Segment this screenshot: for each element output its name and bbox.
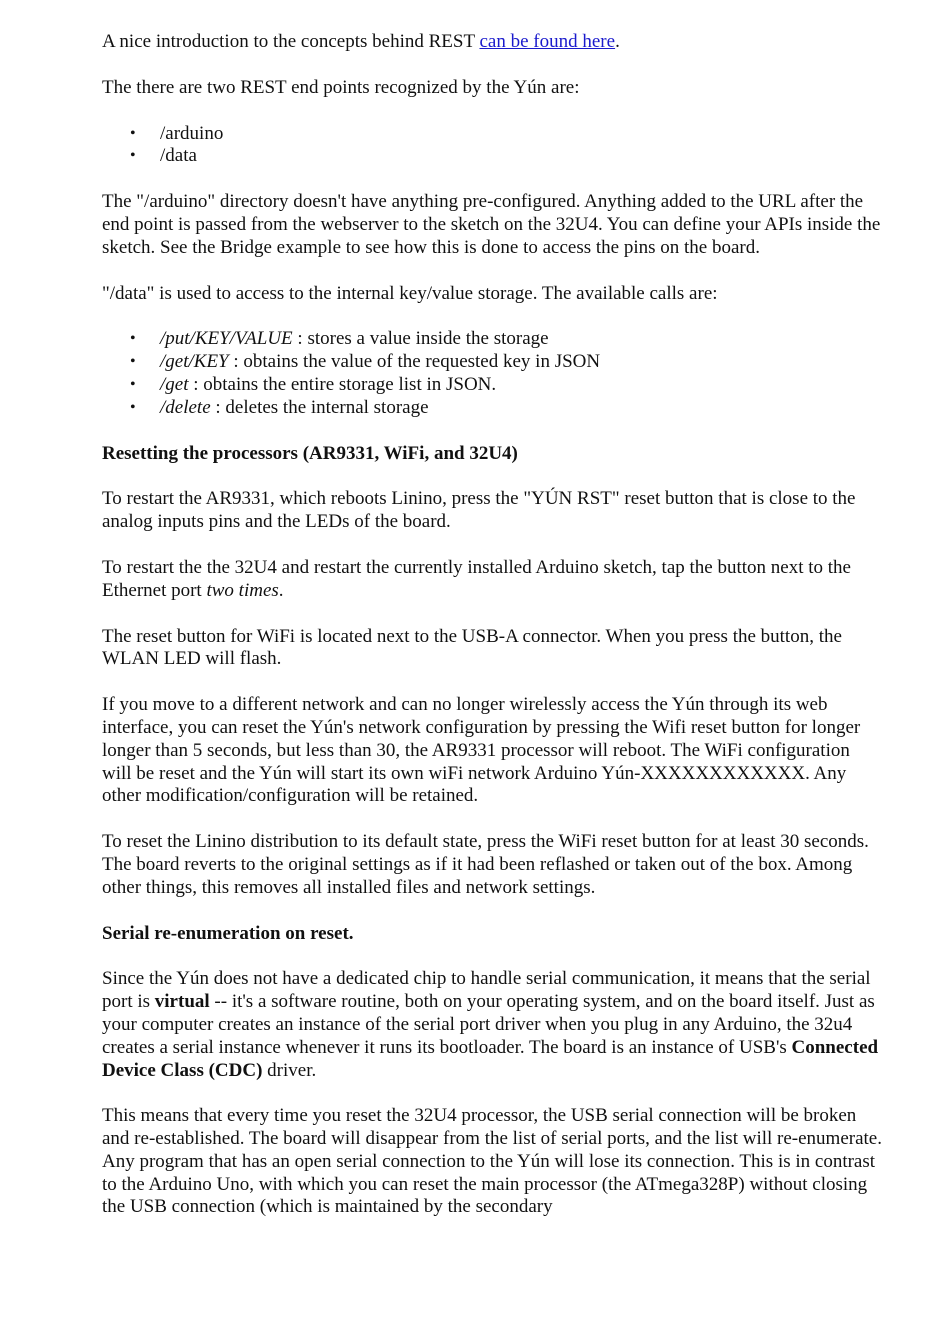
list-item: • /data: [160, 145, 882, 168]
call-path: /put/KEY/VALUE: [160, 328, 293, 350]
list-item: • /get : obtains the entire storage list in JSON.: [160, 374, 882, 397]
list-item: • /delete : deletes the internal storage: [160, 397, 882, 420]
arduino-dir-paragraph: The "/arduino" directory doesn't have anything pre-configured. Anything added to the URL after the end point is passed from the webserver to the sketch on the 32U4. You can define your APIs inside the sketch. See the Bridge example to see how this is done to access the pins on the board.: [102, 191, 881, 258]
reset-heading: Resetting the processors (AR9331, WiFi, and 32U4): [102, 442, 518, 464]
call-path: /delete: [160, 396, 211, 418]
reset-paragraph-3: The reset button for WiFi is located next to the USB-A connector. When you press the button, the WLAN LED will flash.: [102, 625, 842, 670]
endpoints-intro: The there are two REST end points recognized by the Yún are:: [102, 76, 580, 98]
serial-heading: Serial re-enumeration on reset.: [102, 922, 354, 944]
call-path: /get: [160, 373, 189, 395]
data-intro-paragraph: "/data" is used to access to the internal key/value storage. The available calls are:: [102, 282, 718, 304]
reset-paragraph-4: If you move to a different network and can no longer wirelessly access the Yún through its web interface, you can reset the Yún's network configuration by pressing the Wifi reset button for longer longer than 5 seconds, but less than 30, the AR9331 processor will reboot. The WiFi configuration will be reset and the Yún will start its own wiFi network Arduino Yún-XXXXXXXXXXXX. Any other modification/configuration will be retained.: [102, 694, 861, 807]
rest-intro-link[interactable]: can be found here: [479, 31, 616, 52]
reset-paragraph-1: To restart the AR9331, which reboots Linino, press the "YÚN RST" reset button that is close to the analog inputs pins and the LEDs of the board.: [102, 488, 856, 533]
intro-paragraph: A nice introduction to the concepts behind REST can be found here.: [102, 31, 620, 52]
endpoints-list: [102, 123, 882, 169]
calls-list: [102, 328, 882, 419]
list-item: • /arduino: [160, 123, 882, 146]
list-item: • /get/KEY : obtains the value of the requested key in JSON: [160, 351, 882, 374]
reset-paragraph-5: To reset the Linino distribution to its default state, press the WiFi reset button for at least 30 seconds. The board reverts to the original settings as if it had been reflashed or taken out of the box. Among other things, this removes all installed files and network settings.: [102, 831, 869, 898]
serial-paragraph-1: Since the Yún does not have a dedicated chip to handle serial communication, it means that the serial port is virtual -- it's a software routine, both on your operating system, and on the board itself. Just as your computer creates an instance of the serial port driver when you plug in any Arduino, the 32u4 creates a serial instance whenever it runs its bootloader. The board is an instance of USB's Connected Device Class (CDC) driver.: [102, 968, 879, 1081]
call-path: /get/KEY: [160, 351, 229, 373]
reset-paragraph-2: To restart the the 32U4 and restart the currently installed Arduino sketch, tap the button next to the Ethernet port two times.: [102, 556, 851, 601]
document-page: [102, 31, 882, 1242]
serial-paragraph-2: This means that every time you reset the 32U4 processor, the USB serial connection will be broken and re-established. The board will disappear from the list of serial ports, and the list will re-enumerate. Any program that has an open serial connection to the Yún will lose its connection. This is in contrast to the Arduino Uno, with which you can reset the main processor (the ATmega328P) without closing the USB connection (which is maintained by the secondary: [102, 1105, 882, 1218]
list-item: • /put/KEY/VALUE : stores a value inside the storage: [160, 328, 882, 351]
